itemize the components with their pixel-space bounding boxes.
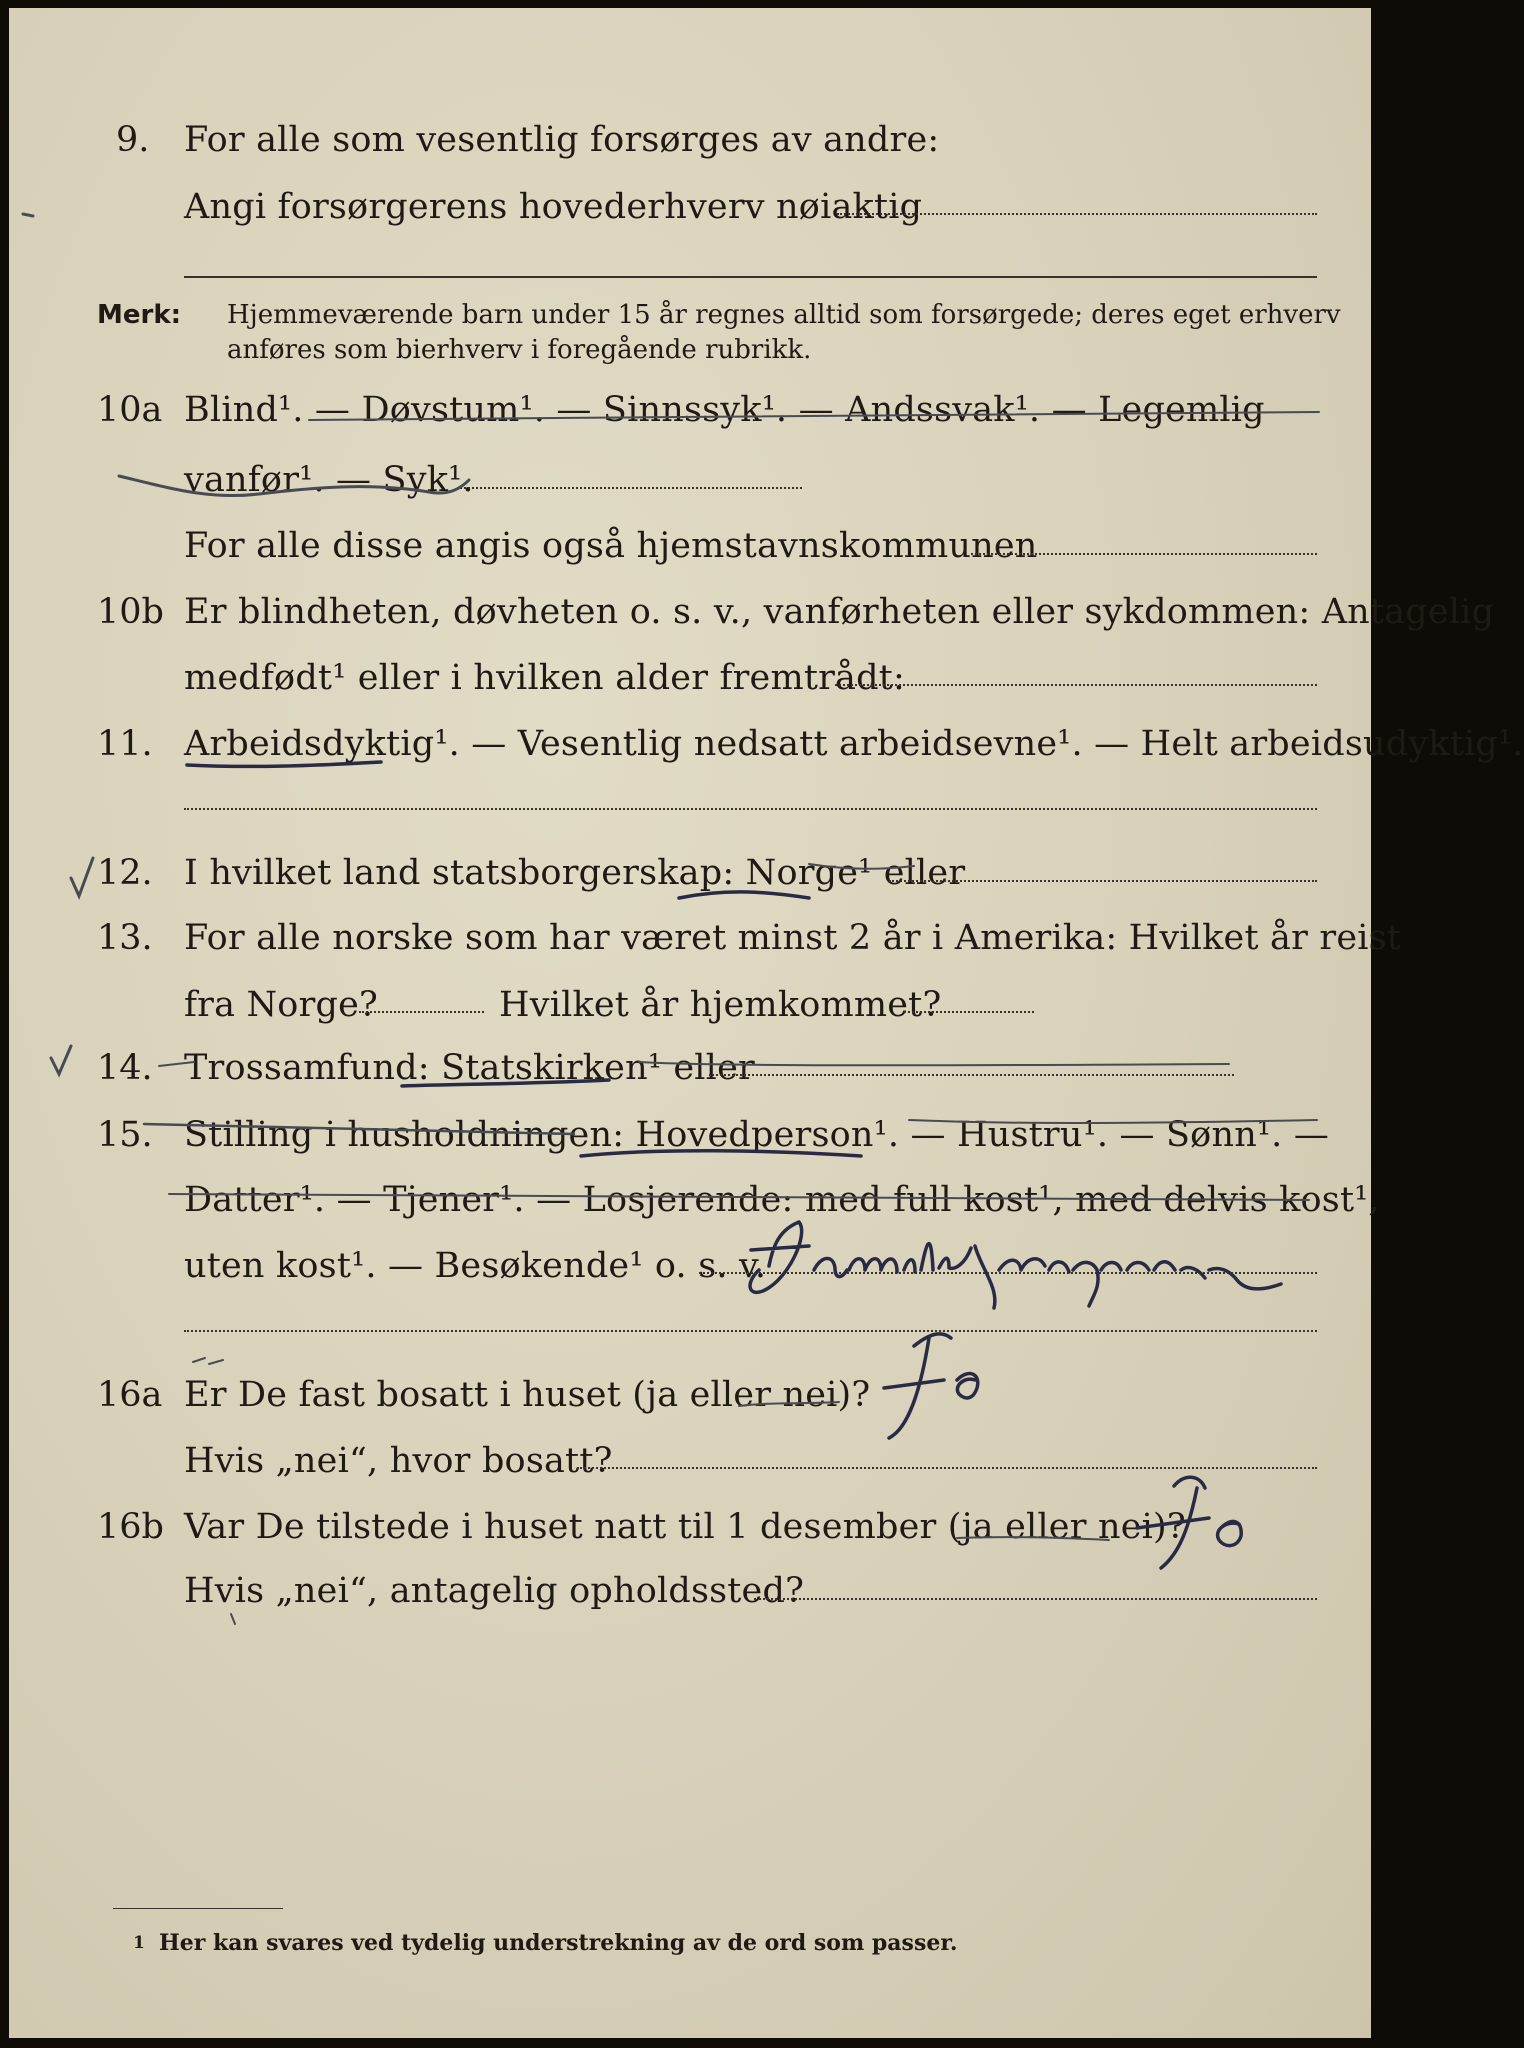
- merk-line2: anføres som bierhverv i foregående rubrikk.: [227, 335, 812, 365]
- q14-pencil-strike: [639, 1062, 1229, 1065]
- q13-line2a: fra Norge?: [184, 985, 378, 1025]
- q16b-number: 16b: [97, 1507, 164, 1547]
- q12-check-icon: [71, 858, 93, 896]
- q15-handwritten-answer: [750, 1222, 1281, 1308]
- margin-tick-mark: [23, 214, 33, 216]
- q16a-pencil-dash: [193, 1358, 223, 1364]
- q16a-pencil-strike: [739, 1402, 839, 1406]
- q10a-line3: For alle disse angis også hjemstavnskommunen: [184, 526, 1038, 566]
- q15-line3: uten kost¹. — Besøkende¹ o. s. v.: [184, 1246, 767, 1286]
- q11-line1: Arbeidsdyktig¹. — Vesentlig nedsatt arbeidsevne¹. — Helt arbeidsudyktig¹.: [184, 724, 1524, 764]
- handwriting-overlay: [9, 8, 1371, 2038]
- q11-ink-underline: [187, 762, 381, 766]
- q14-check-icon: [51, 1046, 71, 1074]
- q14-ink-underline: [402, 1080, 609, 1086]
- q10a-line1: Blind¹. — Døvstum¹. — Sinnssyk¹. — Andssvak¹. — Legemlig: [184, 390, 1265, 430]
- q9-line1: For alle som vesentlig forsørges av andre:: [184, 120, 940, 160]
- q10a-number: 10a: [97, 390, 163, 430]
- q16a-line1: Er De fast bosatt i huset (ja eller nei)?: [184, 1375, 871, 1415]
- q12-pencil-strike: [809, 864, 914, 869]
- q12-number: 12.: [97, 853, 153, 893]
- q10a-pencil-strike: [309, 412, 1319, 420]
- q16b-line2: Hvis „nei“, antagelig opholdssted?: [184, 1571, 805, 1611]
- q10b-line2: medfødt¹ eller i hvilken alder fremtrådt:: [184, 658, 905, 698]
- q15-line2: Datter¹. — Tjener¹. — Losjerende: med full kost¹, med delvis kost¹,: [184, 1180, 1380, 1220]
- q9-line2: Angi forsørgerens hovederhverv nøiaktig: [184, 187, 923, 227]
- q14-number: 14.: [97, 1048, 153, 1088]
- q16b-pencil-strike: [957, 1537, 1109, 1540]
- q13-line1: For alle norske som har været minst 2 år i Amerika: Hvilket år reist: [184, 918, 1402, 958]
- q15-number: 15.: [97, 1115, 153, 1155]
- q10b-number: 10b: [97, 592, 164, 632]
- merk-label: Merk:: [97, 300, 182, 330]
- q10a-pencil-scribble: [119, 476, 469, 496]
- merk-line1: Hjemmeværende barn under 15 år regnes alltid som forsørgede; deres eget erhverv: [227, 300, 1341, 330]
- q16b-pencil-mark: [231, 1614, 235, 1624]
- footnote-text: Her kan svares ved tydelig understrekning av de ord som passer.: [159, 1930, 958, 1956]
- q14-line1: Trossamfund: Statskirken¹ eller: [184, 1048, 755, 1088]
- census-form-page: [9, 8, 1524, 2038]
- q11-number: 11.: [97, 724, 153, 764]
- q15-pencil-strike-2: [909, 1120, 1317, 1123]
- q13-number: 13.: [97, 918, 153, 958]
- q15-ink-underline: [581, 1151, 861, 1156]
- q14-pencil-dash: [159, 1062, 194, 1066]
- q16a-line2: Hvis „nei“, hvor bosatt?: [184, 1441, 613, 1481]
- footnote-mark: 1: [133, 1933, 145, 1953]
- q15-pencil-strike-3: [169, 1194, 1309, 1200]
- q9-number: 9.: [116, 120, 150, 160]
- q13-line2b: Hvilket år hjemkommet?: [499, 985, 942, 1025]
- q16b-line1: Var De tilstede i huset natt til 1 desember (ja eller nei)?: [184, 1507, 1186, 1547]
- q10b-line1: Er blindheten, døvheten o. s. v., vanførheten eller sykdommen: Antagelig: [184, 592, 1495, 632]
- q12-line1: I hvilket land statsborgerskap: Norge¹ eller: [184, 853, 966, 893]
- q16a-number: 16a: [97, 1375, 163, 1415]
- q12-ink-underline: [679, 892, 809, 898]
- q10a-line2: vanfør¹. — Syk¹.: [184, 460, 474, 500]
- q16b-handwritten-answer: [1137, 1477, 1241, 1568]
- q15-pencil-strike: [144, 1124, 574, 1134]
- q15-line1: Stilling i husholdningen: Hovedperson¹. — Hustru¹. — Sønn¹. —: [184, 1115, 1330, 1155]
- q16a-handwritten-answer: [884, 1334, 978, 1438]
